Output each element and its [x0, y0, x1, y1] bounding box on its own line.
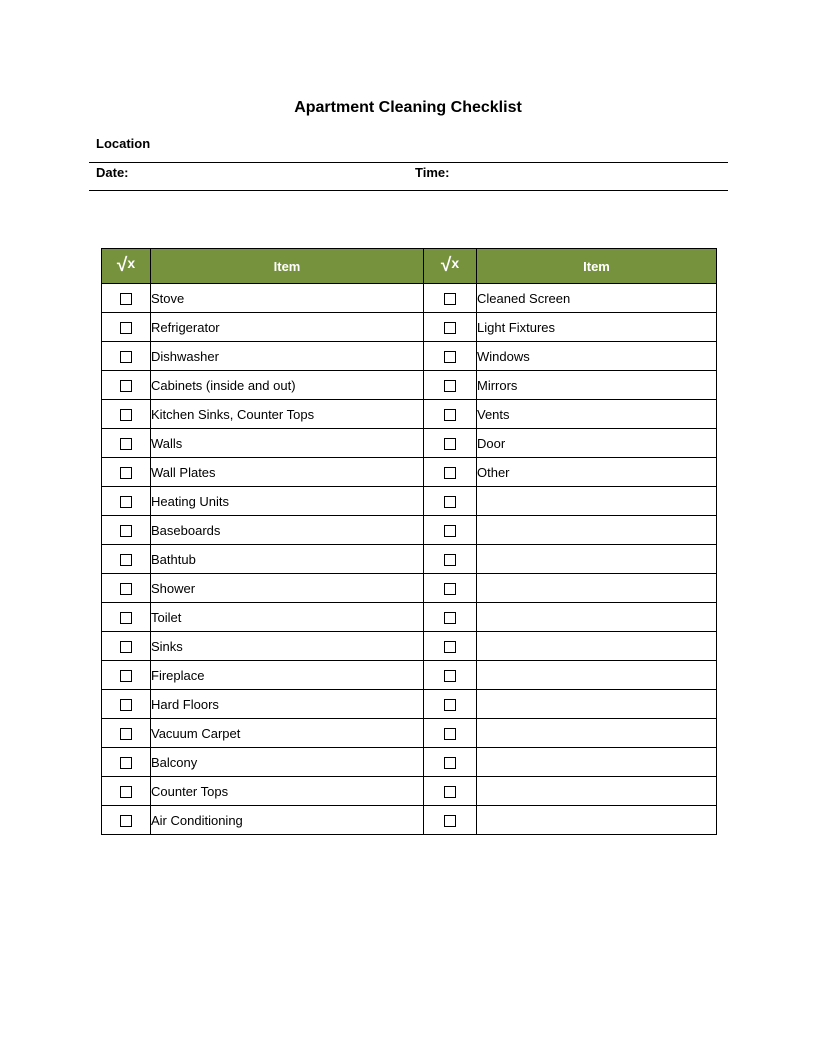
location-underline: [89, 162, 728, 163]
item-label-left: Dishwasher: [151, 342, 424, 371]
checkbox-cell-left: [102, 429, 151, 458]
checkbox-cell-left: [102, 313, 151, 342]
checkbox-cell-right: [424, 603, 477, 632]
item-label-left: Stove: [151, 284, 424, 313]
checkbox-cell-right: [424, 545, 477, 574]
item-label-right: [477, 545, 717, 574]
checkbox-right[interactable]: [444, 293, 456, 305]
checkbox-left[interactable]: [120, 670, 132, 682]
checkbox-right[interactable]: [444, 351, 456, 363]
checkmark-icon: √: [116, 255, 128, 276]
checkbox-cell-right: [424, 458, 477, 487]
item-label-right: Vents: [477, 400, 717, 429]
item-label-right: Light Fixtures: [477, 313, 717, 342]
checkbox-right[interactable]: [444, 409, 456, 421]
checkbox-cell-right: [424, 690, 477, 719]
checkbox-cell-right: [424, 516, 477, 545]
checkbox-left[interactable]: [120, 554, 132, 566]
checkbox-left[interactable]: [120, 815, 132, 827]
item-label-right: Cleaned Screen: [477, 284, 717, 313]
checkbox-left[interactable]: [120, 699, 132, 711]
checkbox-cell-left: [102, 574, 151, 603]
item-label-right: Mirrors: [477, 371, 717, 400]
checkbox-right[interactable]: [444, 641, 456, 653]
checkbox-cell-right: [424, 342, 477, 371]
table-row: [102, 719, 717, 748]
checkbox-cell-left: [102, 342, 151, 371]
item-label-right: [477, 603, 717, 632]
table-row: [102, 313, 717, 342]
item-label-left: Toilet: [151, 603, 424, 632]
checkbox-cell-left: [102, 371, 151, 400]
item-label-left: Vacuum Carpet: [151, 719, 424, 748]
checkbox-cell-right: [424, 777, 477, 806]
checkbox-left[interactable]: [120, 728, 132, 740]
checkbox-cell-right: [424, 313, 477, 342]
checkbox-right[interactable]: [444, 322, 456, 334]
checkbox-left[interactable]: [120, 641, 132, 653]
item-label-right: [477, 632, 717, 661]
checkbox-cell-left: [102, 632, 151, 661]
checkbox-right[interactable]: [444, 525, 456, 537]
checkbox-cell-left: [102, 719, 151, 748]
checkbox-cell-left: [102, 603, 151, 632]
checkbox-cell-left: [102, 777, 151, 806]
table-header-row: [102, 249, 717, 284]
item-label-right: [477, 690, 717, 719]
item-column-header-right: Item: [477, 249, 717, 284]
checkbox-right[interactable]: [444, 757, 456, 769]
time-label: Time:: [415, 165, 450, 180]
checkbox-left[interactable]: [120, 786, 132, 798]
item-label-right: [477, 748, 717, 777]
item-label-left: Sinks: [151, 632, 424, 661]
checkbox-cell-left: [102, 458, 151, 487]
checkbox-right[interactable]: [444, 467, 456, 479]
table-row: [102, 661, 717, 690]
checkbox-cell-right: [424, 632, 477, 661]
item-label-left: Heating Units: [151, 487, 424, 516]
check-column-header-right: √x: [424, 249, 477, 284]
checkbox-cell-left: [102, 284, 151, 313]
checkbox-left[interactable]: [120, 467, 132, 479]
checkbox-cell-right: [424, 429, 477, 458]
checkbox-right[interactable]: [444, 438, 456, 450]
checkbox-cell-right: [424, 284, 477, 313]
table-row: [102, 371, 717, 400]
item-label-right: [477, 777, 717, 806]
table-row: [102, 342, 717, 371]
checkbox-right[interactable]: [444, 612, 456, 624]
item-label-left: Refrigerator: [151, 313, 424, 342]
checkbox-cell-left: [102, 690, 151, 719]
checkbox-right[interactable]: [444, 554, 456, 566]
item-label-right: [477, 516, 717, 545]
table-row: [102, 458, 717, 487]
checkbox-cell-left: [102, 748, 151, 777]
item-label-left: Walls: [151, 429, 424, 458]
checkbox-left[interactable]: [120, 757, 132, 769]
item-label-right: [477, 574, 717, 603]
checkbox-cell-right: [424, 719, 477, 748]
checkbox-cell-right: [424, 487, 477, 516]
item-label-right: [477, 661, 717, 690]
item-label-left: Kitchen Sinks, Counter Tops: [151, 400, 424, 429]
checkbox-right[interactable]: [444, 496, 456, 508]
table-row: [102, 603, 717, 632]
item-label-left: Balcony: [151, 748, 424, 777]
checkbox-cell-left: [102, 516, 151, 545]
item-column-header-left: Item: [151, 249, 424, 284]
checkbox-left[interactable]: [120, 322, 132, 334]
item-label-right: Other: [477, 458, 717, 487]
checkbox-left[interactable]: [120, 351, 132, 363]
item-label-left: Shower: [151, 574, 424, 603]
item-label-left: Cabinets (inside and out): [151, 371, 424, 400]
table-row: [102, 748, 717, 777]
item-label-left: Counter Tops: [151, 777, 424, 806]
checkbox-right[interactable]: [444, 670, 456, 682]
table-row: [102, 516, 717, 545]
item-label-left: Air Conditioning: [151, 806, 424, 835]
checklist-table: [101, 248, 717, 835]
checkbox-cell-left: [102, 487, 151, 516]
checkbox-left[interactable]: [120, 380, 132, 392]
checkbox-cell-right: [424, 748, 477, 777]
item-label-left: Fireplace: [151, 661, 424, 690]
item-label-left: Hard Floors: [151, 690, 424, 719]
checkbox-cell-right: [424, 661, 477, 690]
checkbox-left[interactable]: [120, 409, 132, 421]
checkbox-cell-right: [424, 806, 477, 835]
item-label-right: [477, 719, 717, 748]
checkbox-cell-right: [424, 371, 477, 400]
checkbox-right[interactable]: [444, 815, 456, 827]
checkbox-right[interactable]: [444, 583, 456, 595]
checkbox-right[interactable]: [444, 380, 456, 392]
item-label-left: Wall Plates: [151, 458, 424, 487]
item-label-left: Bathtub: [151, 545, 424, 574]
item-label-right: [477, 806, 717, 835]
table-row: [102, 487, 717, 516]
item-label-right: Windows: [477, 342, 717, 371]
checkbox-left[interactable]: [120, 293, 132, 305]
table-row: [102, 632, 717, 661]
item-label-left: Baseboards: [151, 516, 424, 545]
checkbox-right[interactable]: [444, 786, 456, 798]
checkbox-left[interactable]: [120, 438, 132, 450]
checkbox-cell-left: [102, 545, 151, 574]
location-label: Location: [96, 136, 151, 151]
checkbox-left[interactable]: [120, 496, 132, 508]
checkbox-left[interactable]: [120, 583, 132, 595]
checkmark-icon: √: [440, 255, 452, 276]
checkbox-right[interactable]: [444, 699, 456, 711]
checkbox-cell-right: [424, 574, 477, 603]
checkbox-cell-left: [102, 806, 151, 835]
checkbox-cell-right: [424, 400, 477, 429]
check-column-header-left: √x: [102, 249, 151, 284]
table-row: [102, 574, 717, 603]
table-row: [102, 690, 717, 719]
checkbox-left[interactable]: [120, 525, 132, 537]
table-row: [102, 806, 717, 835]
checkbox-cell-left: [102, 400, 151, 429]
item-label-right: [477, 487, 717, 516]
checkbox-left[interactable]: [120, 612, 132, 624]
table-row: [102, 777, 717, 806]
checkbox-cell-left: [102, 661, 151, 690]
checkbox-right[interactable]: [444, 728, 456, 740]
table-row: [102, 429, 717, 458]
page-title: Apartment Cleaning Checklist: [294, 99, 522, 116]
table-row: [102, 400, 717, 429]
table-row: [102, 545, 717, 574]
date-label: Date:: [96, 165, 129, 180]
table-row: [102, 284, 717, 313]
item-label-right: Door: [477, 429, 717, 458]
date-time-underline: [89, 190, 728, 191]
